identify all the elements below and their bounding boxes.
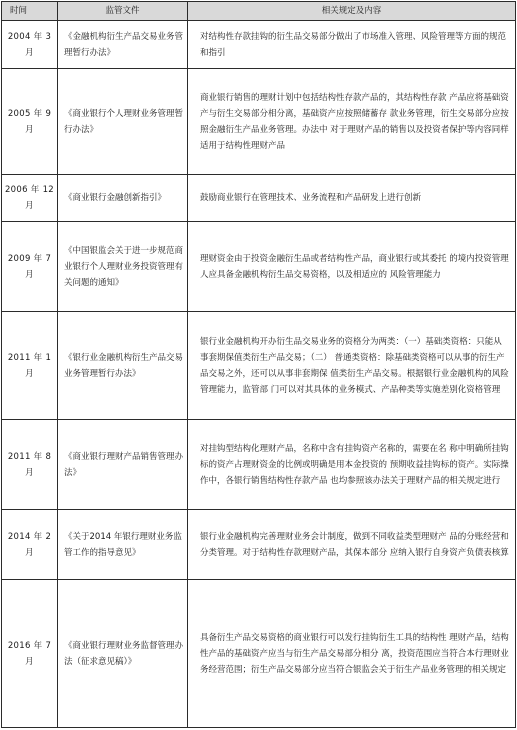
row-document: 《中国银监会关于进一步规范商业银行个人理财业务投资管理有关问题的通知》: [58, 222, 188, 312]
header-content: 相关规定及内容: [188, 2, 516, 21]
table-row: [2, 510, 516, 580]
row-document: 《关于2014 年银行理财业务监管工作的指导意见》: [58, 510, 188, 580]
row-document: 《商业银行个人理财业务管理暂行办法》: [58, 69, 188, 175]
row-date: 2016 年 7 月: [2, 580, 58, 728]
row-document: 《金融机构衍生产品交易业务管理暂行办法》: [58, 21, 188, 69]
row-content: 对挂钩型结构化理财产品，名称中含有挂钩资产名称的，需要在名 称中明确所挂钩标的资产占理财资金的比例或明确是用本金投资的 预期收益挂钩标的资产。实际操作中，各银行销售结构性存款产品 也均参照该办法关于理财产品的相关规定进行: [188, 420, 516, 510]
row-content: 商业银行销售的理财计划中包括结构性存款产品的，其结构性存款 产品应将基础资产与衍生交易部分相分离，基础资产应按照储蓄存 款业务管理，衍生交易部分应按照金融衍生产品业务管理。办法中 对于理财产品的销售以及投资者保护等内容同样适用于结构性理财产品: [188, 69, 516, 175]
row-date: 2009 年 7 月: [2, 222, 58, 312]
table-row: [2, 21, 516, 69]
row-document: 《商业银行金融创新指引》: [58, 175, 188, 222]
row-document: 《商业银行理财产品销售管理办法》: [58, 420, 188, 510]
table-row: [2, 580, 516, 728]
row-content: 鼓励商业银行在管理技术、业务流程和产品研发上进行创新: [188, 175, 516, 222]
row-document: 《商业银行理财业务监督管理办法（征求意见稿）》: [58, 580, 188, 728]
row-content: 具备衍生产品交易资格的商业银行可以发行挂钩衍生工具的结构性 理财产品，结构性产品的基础资产应当与衍生产品交易部分相分 离，投资范围应当符合本行理财业务经营范围；衍生产品交易部分应当符合银监会关于衍生产品业务管理的相关规定: [188, 580, 516, 728]
row-date: 2011 年 8 月: [2, 420, 58, 510]
row-document: 《银行业金融机构衍生产品交易业务管理暂行办法》: [58, 312, 188, 420]
row-date: 2014 年 2 月: [2, 510, 58, 580]
table-header-row: [2, 2, 516, 21]
table-row: [2, 69, 516, 175]
row-date: 2011 年 1 月: [2, 312, 58, 420]
row-content: 对结构性存款挂钩的衍生品交易部分做出了市场准入管理、风险管理等方面的规范和指引: [188, 21, 516, 69]
table-row: [2, 312, 516, 420]
table-row: [2, 222, 516, 312]
row-date: 2005 年 9 月: [2, 69, 58, 175]
regulation-table: [1, 1, 516, 728]
row-date: 2006 年 12 月: [2, 175, 58, 222]
table-row: [2, 420, 516, 510]
header-document: 监管文件: [58, 2, 188, 21]
row-content: 银行业金融机构开办衍生品交易业务的资格分为两类：（一）基础类资格：只能从事套期保值类衍生产品交易；（二） 普通类资格：除基础类资格可以从事的衍生产品交易之外，还可以从事非套期保 值类衍生产品交易。根据银行业金融机构的风险管理能力，监管部 门可以对其具体的业务模式、产品种类等实施差别化资格管理: [188, 312, 516, 420]
row-date: 2004 年 3 月: [2, 21, 58, 69]
table-row: [2, 175, 516, 222]
row-content: 银行业金融机构完善理财业务会计制度，做到不同收益类型理财产 品的分账经营和分类管理。对于结构性存款理财产品，其保本部分 应纳入银行自身资产负债表核算: [188, 510, 516, 580]
row-content: 理财资金由于投资金融衍生品或者结构性产品，商业银行或其委托 的境内投资管理人应具备金融机构衍生品交易资格，以及相适应的 风险管理能力: [188, 222, 516, 312]
header-time: 时间: [2, 2, 58, 21]
